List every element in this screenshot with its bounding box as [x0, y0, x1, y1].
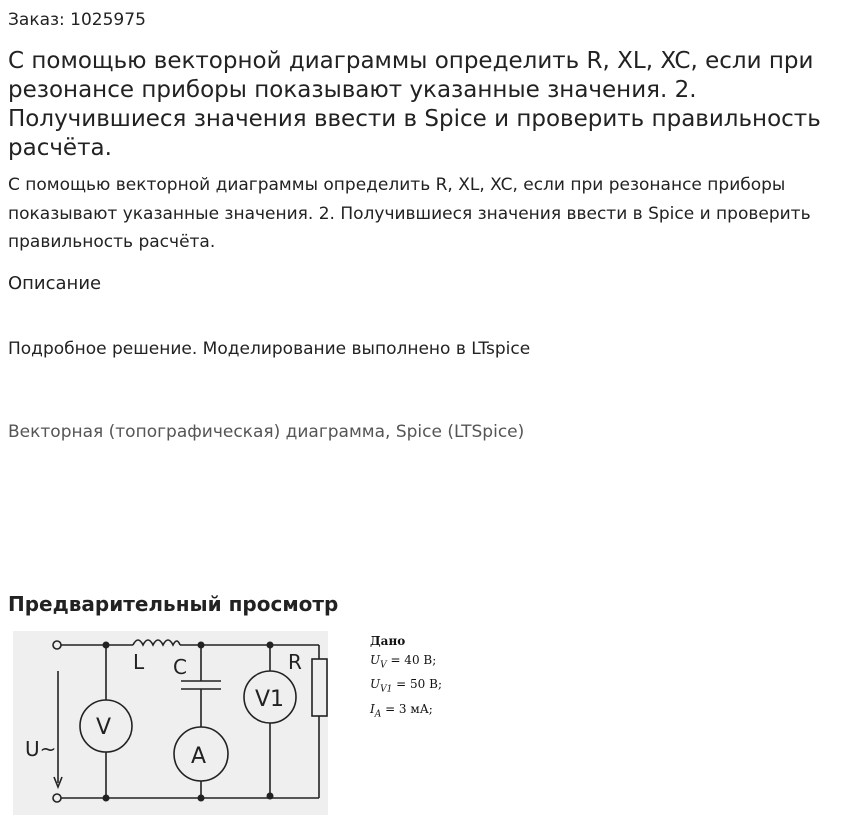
source-label: U~: [25, 737, 57, 761]
page-title: С помощью векторной диаграммы определить R, XL, XC, если при резонансе приборы показывают указанные значения. 2. Получившиеся значения ввести в Spice и проверить правильность расчёта.: [8, 48, 821, 161]
description-heading: Описание: [8, 273, 102, 294]
meter-a-label: A: [191, 744, 207, 769]
given-data: [370, 632, 442, 724]
tags-text[interactable]: Векторная (топографическая) диаграмма, Spice (LTSpice): [8, 422, 525, 442]
task-description: С помощью векторной диаграммы определить R, XL, XC, если при резонансе приборы показывают указанные значения. 2. Получившиеся значения ввести в Spice и проверить правильность расчёта.: [8, 175, 811, 252]
label-L: L: [133, 650, 145, 674]
terminal-bottom: [53, 794, 61, 802]
circuit-diagram: [13, 631, 328, 815]
meter-v1-label: V1: [255, 687, 285, 712]
given-item: $I_A = 3$ мА;: [370, 701, 433, 720]
circuit-preview-image: [13, 631, 328, 815]
preview-heading: Предварительный просмотр: [8, 592, 339, 616]
order-number: Заказ: 1025975: [8, 10, 146, 30]
label-R: R: [288, 650, 302, 674]
label-C: C: [173, 655, 187, 679]
given-item: $U_{V1} = 50$ В;: [370, 677, 442, 695]
terminal-top: [53, 641, 61, 649]
resistor: [312, 659, 327, 716]
given-heading: Дано: [370, 634, 406, 648]
inductor: [133, 640, 180, 645]
solution-text: Подробное решение. Моделирование выполнено в LTspice: [8, 339, 531, 359]
meter-v-label: V: [96, 715, 112, 740]
given-item: $U_V = 40$ В;: [370, 653, 437, 671]
